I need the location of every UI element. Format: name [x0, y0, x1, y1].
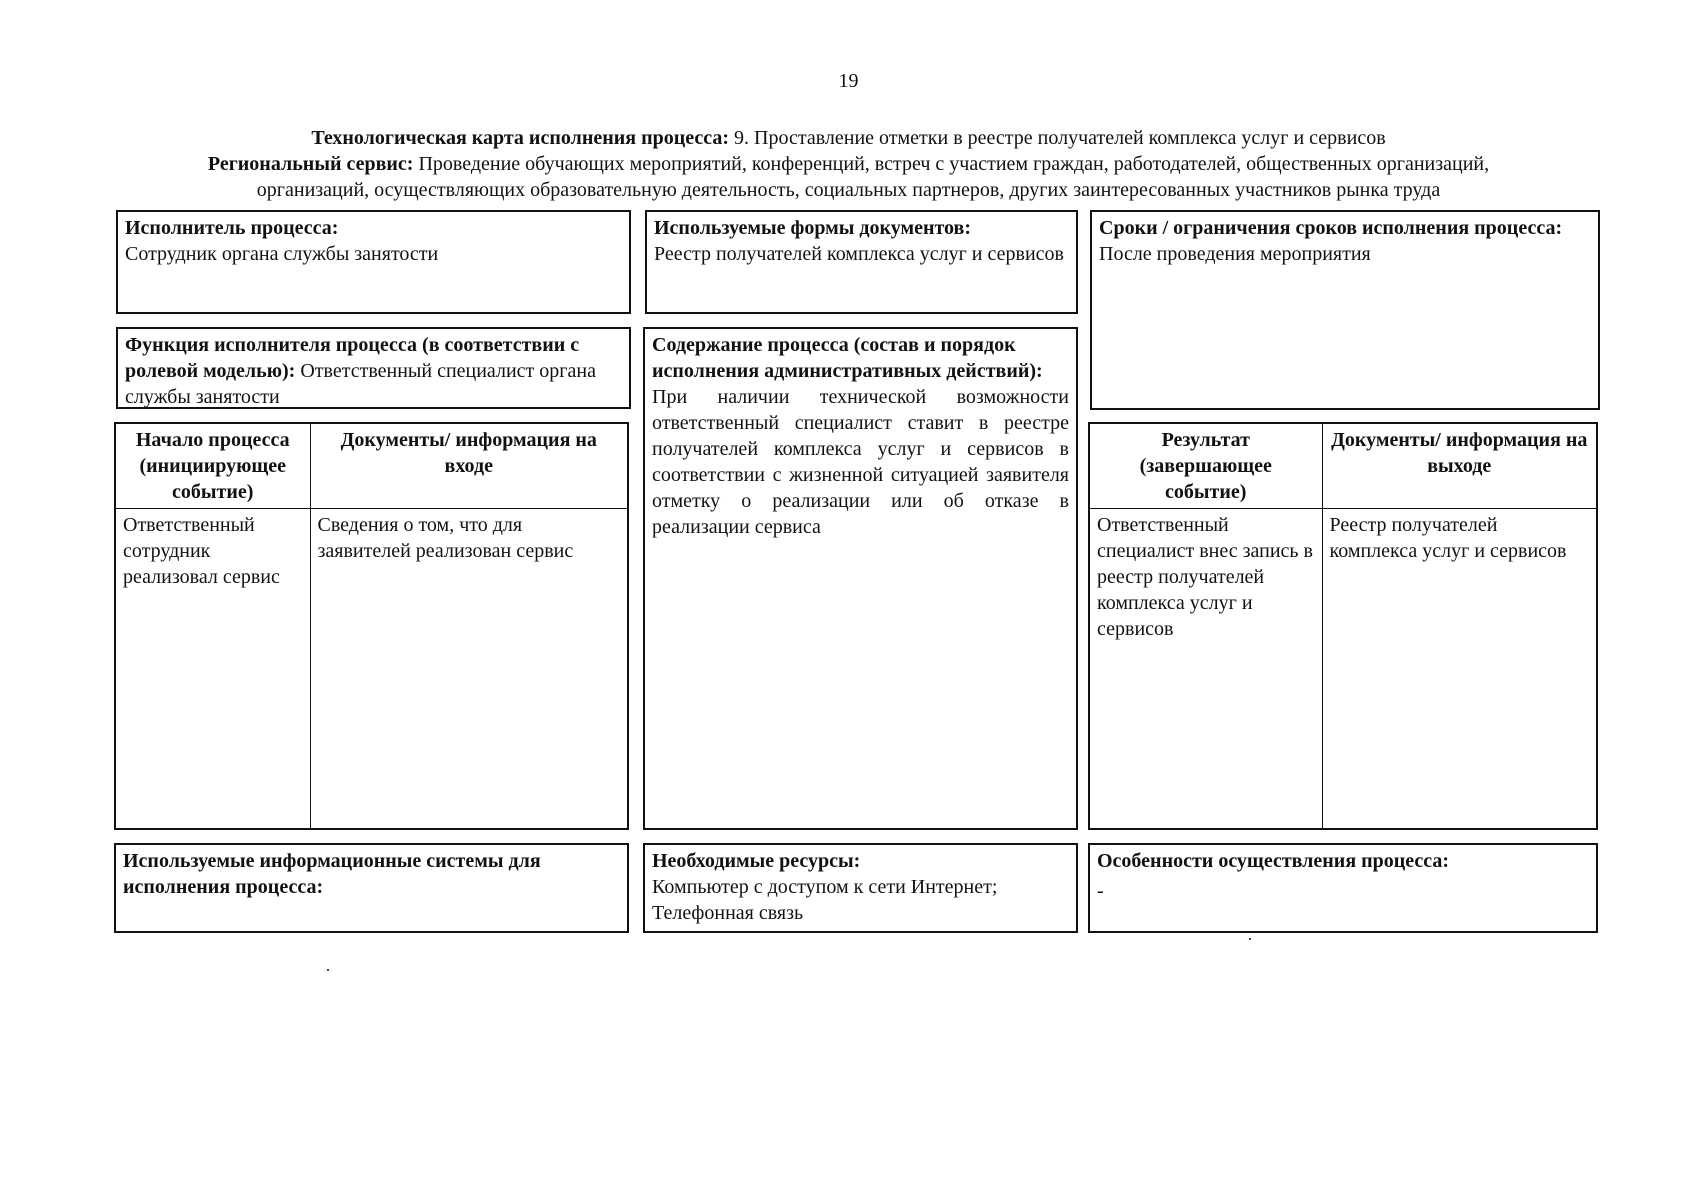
- scan-speck: [1249, 938, 1251, 940]
- start-header-event: Начало процесса (инициирующее событие): [115, 423, 310, 509]
- content-title: Содержание процесса (состав и порядок исполнения административных действий):: [652, 334, 1043, 382]
- scan-speck: [327, 969, 329, 971]
- forms-box: [645, 210, 1078, 314]
- regional-service-line-continued: организаций, осуществляющих образовательную деятельность, социальных партнеров, других заинтересованных участников рынка труда: [256, 179, 1441, 201]
- info-systems-box: [114, 843, 629, 933]
- result-cell-docs: Реестр получателей комплекса услуг и сервисов: [1322, 509, 1597, 830]
- function-box: [116, 327, 631, 409]
- regional-service-value: Проведение обучающих мероприятий, конференций, встреч с участием граждан, работодателей, общественных организаций,: [413, 153, 1490, 175]
- executor-title: Исполнитель процесса:: [125, 217, 339, 239]
- info-systems-title: Используемые информационные системы для исполнения процесса:: [123, 850, 541, 898]
- start-header-docs: Документы/ информация на входе: [310, 423, 628, 509]
- executor-box: [116, 210, 631, 314]
- result-table-row: [1089, 509, 1597, 830]
- process-title-value: 9. Проставление отметки в реестре получателей комплекса услуг и сервисов: [729, 127, 1386, 149]
- process-title-line: [0, 125, 1697, 151]
- deadlines-box: [1090, 210, 1600, 410]
- result-header-event: Результат (завершающее событие): [1089, 423, 1322, 509]
- regional-service-line: [0, 151, 1697, 177]
- forms-value: Реестр получателей комплекса услуг и сервисов: [654, 243, 1064, 265]
- resources-title: Необходимые ресурсы:: [652, 850, 861, 872]
- document-header: [0, 125, 1697, 203]
- function-value: Ответственный специалист органа службы занятости: [125, 360, 596, 408]
- function-title: Функция исполнителя процесса (в соответствии с ролевой моделью):: [125, 334, 580, 382]
- page-number: 19: [838, 70, 859, 92]
- resources-line-1: Компьютер с доступом к сети Интернет;: [652, 876, 998, 898]
- content-value: При наличии технической возможности ответственный специалист ставит в реестре получателей комплекса услуг и сервисов в соответствии с жизненной ситуацией заявителя отметку о реализации или об отказе в реализации сервиса: [652, 386, 1069, 538]
- features-title: Особенности осуществления процесса:: [1097, 850, 1450, 872]
- start-cell-event: Ответственный сотрудник реализовал сервис: [115, 509, 310, 830]
- start-table-row: [115, 509, 628, 830]
- result-cell-event: Ответственный специалист внес запись в реестр получателей комплекса услуг и сервисов: [1089, 509, 1322, 830]
- deadlines-value: После проведения мероприятия: [1099, 243, 1371, 265]
- start-cell-docs: Сведения о том, что для заявителей реализован сервис: [310, 509, 628, 830]
- features-box: [1088, 843, 1598, 933]
- resources-line-2: Телефонная связь: [652, 902, 804, 924]
- process-title-label: Технологическая карта исполнения процесса:: [311, 127, 730, 149]
- start-table: [114, 422, 629, 830]
- result-table: [1088, 422, 1598, 830]
- start-table-header-row: [115, 423, 628, 509]
- forms-title: Используемые формы документов:: [654, 217, 972, 239]
- resources-box: [643, 843, 1078, 933]
- deadlines-title: Сроки / ограничения сроков исполнения процесса:: [1099, 217, 1563, 239]
- content-box: [643, 327, 1078, 830]
- result-header-docs: Документы/ информация на выходе: [1322, 423, 1597, 509]
- regional-service-label: Региональный сервис:: [207, 153, 414, 175]
- result-table-header-row: [1089, 423, 1597, 509]
- features-value: -: [1097, 880, 1104, 902]
- executor-value: Сотрудник органа службы занятости: [125, 243, 439, 265]
